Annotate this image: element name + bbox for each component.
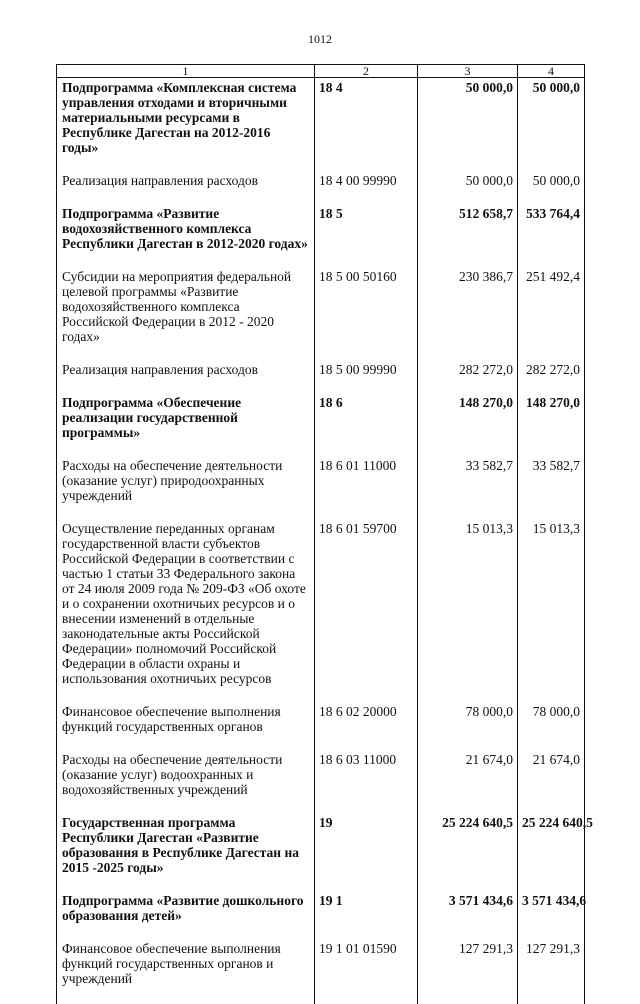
row-code: 18 4 bbox=[315, 78, 418, 174]
row-code: 18 6 01 11000 bbox=[315, 458, 418, 521]
row-value-year-1: 21 674,0 bbox=[418, 752, 518, 815]
row-value-year-2: 25 224 640,5 bbox=[518, 815, 585, 893]
row-value-year-2: 251 492,4 bbox=[518, 269, 585, 362]
row-value-year-1: 230 386,7 bbox=[418, 269, 518, 362]
column-header-2: 2 bbox=[315, 65, 418, 78]
table-row bbox=[57, 458, 585, 521]
row-name: Реализация направления расходов bbox=[57, 362, 315, 395]
row-value-year-1: 3 571 434,6 bbox=[418, 893, 518, 941]
row-name: Осуществление переданных органам государственной власти субъектов Российской Федерации в соответствии с частью 1 статьи 33 Федерального закона от 24 июля 2009 года № 209-ФЗ «Об охоте и о сохранении охотничьих ресурсов и о внесении изменений в отдельные законодательные акты Российской Федерации» полномочий Российской Федерации в области охраны и использования охотничьих ресурсов bbox=[57, 521, 315, 704]
table-row bbox=[57, 752, 585, 815]
row-value-year-2: 3 571 434,6 bbox=[518, 893, 585, 941]
row-name: Финансовое обеспечение выполнения функций государственных органов bbox=[57, 704, 315, 752]
table-row bbox=[57, 173, 585, 206]
row-name: Подпрограмма «Развитие водохозяйственного комплекса Республики Дагестан в 2012-2020 годах» bbox=[57, 206, 315, 269]
row-value-year-1: 78 000,0 bbox=[418, 704, 518, 752]
page-number: 1012 bbox=[308, 32, 332, 46]
row-value-year-2: 148 270,0 bbox=[518, 395, 585, 458]
row-code: 18 5 00 99990 bbox=[315, 362, 418, 395]
table-row bbox=[57, 78, 585, 174]
table-row bbox=[57, 893, 585, 941]
table-row bbox=[57, 362, 585, 395]
table-row bbox=[57, 941, 585, 1004]
row-code: 18 6 bbox=[315, 395, 418, 458]
row-value-year-2: 33 582,7 bbox=[518, 458, 585, 521]
row-value-year-2: 50 000,0 bbox=[518, 78, 585, 174]
row-code: 18 4 00 99990 bbox=[315, 173, 418, 206]
row-name: Подпрограмма «Развитие дошкольного образования детей» bbox=[57, 893, 315, 941]
row-code: 19 1 01 01590 bbox=[315, 941, 418, 1004]
row-value-year-2: 533 764,4 bbox=[518, 206, 585, 269]
row-value-year-1: 50 000,0 bbox=[418, 78, 518, 174]
row-name: Финансовое обеспечение выполнения функций государственных органов и учреждений bbox=[57, 941, 315, 1004]
row-code: 18 6 02 20000 bbox=[315, 704, 418, 752]
row-name: Государственная программа Республики Дагестан «Развитие образования в Республике Дагестан на 2015 -2025 годы» bbox=[57, 815, 315, 893]
row-name: Реализация направления расходов bbox=[57, 173, 315, 206]
row-value-year-2: 21 674,0 bbox=[518, 752, 585, 815]
row-value-year-1: 50 000,0 bbox=[418, 173, 518, 206]
row-value-year-1: 15 013,3 bbox=[418, 521, 518, 704]
row-code: 18 5 00 50160 bbox=[315, 269, 418, 362]
row-value-year-1: 33 582,7 bbox=[418, 458, 518, 521]
row-name: Подпрограмма «Обеспечение реализации государственной программы» bbox=[57, 395, 315, 458]
budget-table bbox=[56, 64, 593, 1004]
row-code: 18 6 01 59700 bbox=[315, 521, 418, 704]
row-value-year-1: 148 270,0 bbox=[418, 395, 518, 458]
table-row bbox=[57, 269, 585, 362]
table-row bbox=[57, 704, 585, 752]
row-code: 18 6 03 11000 bbox=[315, 752, 418, 815]
row-name: Расходы на обеспечение деятельности (оказание услуг) водоохранных и водохозяйственных учреждений bbox=[57, 752, 315, 815]
row-value-year-2: 282 272,0 bbox=[518, 362, 585, 395]
row-value-year-1: 512 658,7 bbox=[418, 206, 518, 269]
row-value-year-2: 50 000,0 bbox=[518, 173, 585, 206]
row-value-year-2: 15 013,3 bbox=[518, 521, 585, 704]
row-code: 18 5 bbox=[315, 206, 418, 269]
row-value-year-2: 78 000,0 bbox=[518, 704, 585, 752]
row-code: 19 bbox=[315, 815, 418, 893]
table-header-row bbox=[57, 65, 585, 78]
table-row bbox=[57, 395, 585, 458]
row-name: Расходы на обеспечение деятельности (оказание услуг) природоохранных учреждений bbox=[57, 458, 315, 521]
table-row bbox=[57, 815, 585, 893]
row-name: Подпрограмма «Комплексная система управления отходами и вторичными материальными ресурсами в Республике Дагестан на 2012-2016 годы» bbox=[57, 78, 315, 174]
row-value-year-1: 25 224 640,5 bbox=[418, 815, 518, 893]
row-value-year-1: 127 291,3 bbox=[418, 941, 518, 1004]
row-code: 19 1 bbox=[315, 893, 418, 941]
column-header-3: 3 bbox=[418, 65, 518, 78]
table-row bbox=[57, 521, 585, 704]
row-value-year-1: 282 272,0 bbox=[418, 362, 518, 395]
table-row bbox=[57, 206, 585, 269]
row-value-year-2: 127 291,3 bbox=[518, 941, 585, 1004]
column-header-4: 4 bbox=[518, 65, 585, 78]
column-header-1: 1 bbox=[57, 65, 315, 78]
row-name: Субсидии на мероприятия федеральной целевой программы «Развитие водохозяйственного комплекса Российской Федерации в 2012 - 2020 годах» bbox=[57, 269, 315, 362]
